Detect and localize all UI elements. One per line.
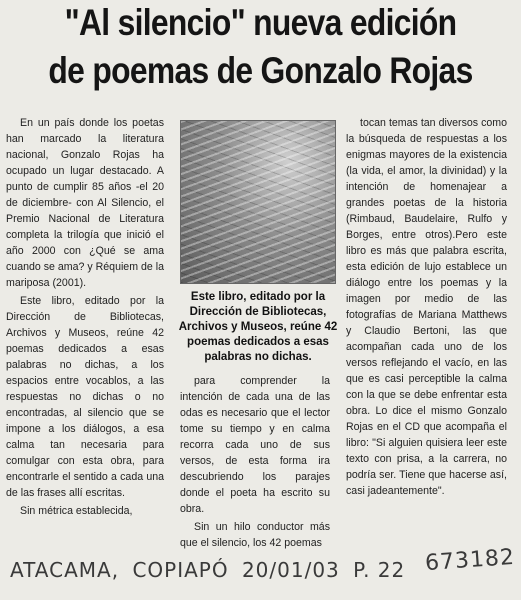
handwritten-source-note [10,558,405,582]
headline-line-2: de poemas de Gonzalo Rojas [48,50,473,91]
book-photo [180,120,336,284]
photo-caption [178,290,338,365]
caption-text: Este libro, editado por la Dirección de Bibliotecas, Archivos y Museos, reúne 42 poemas dedicados a esas palabras no dichas. [178,291,338,363]
article-column-middle [180,373,330,551]
article-column-right [346,115,507,499]
date: 20/01/03 [241,558,340,582]
paragraph: Sin métrica establecida, [20,505,133,517]
newspaper-name: ATACAMA, [10,558,120,582]
paragraph: Este libro, editado por la Dirección de Bibliotecas, Archivos y Museos, reúne 42 poemas dedicados a esas palabras no dichas, a los espacios entre vocablos, a las respuestas no dichas o no encontradas, al silencio que se impone a los diálogos, a esa calma tan necesaria para comulgar con esta obra, para encontrarle el sentido a cada una de las frases allí escritas. [6,295,164,499]
paragraph: Sin un hilo conductor más que el silencio, los 42 poemas [180,521,330,549]
paragraph: En un país donde los poetas han marcado la literatura nacional, Gonzalo Rojas ha ocupado un lugar destacado. A punto de cumplir 85 años -el 20 de diciembre- con Al Silencio, el Premio Nacional de Literatura completa la trilogía que inició el año 2000 con ¿Qué se ama cuando se ama? y Réquiem de la mariposa (2001). [6,117,164,289]
city-name: COPIAPÓ [132,558,229,582]
article-column-left [6,115,164,519]
archive-file-number: 673182 [424,544,516,577]
headline-line-1: "Al silencio" nueva edición [64,2,457,43]
paragraph: tocan temas tan diversos como la búsqueda de respuestas a los enigmas mayores de la existencia (la vida, el amor, la divinidad) y la intención de homenajear a grandes poetas de la historia (Rimbaud, Baudelaire, Rulfo y Borges, entre otros).Pero este libro es más que palabra escrita, esta edición de lujo establece un diálogo entre los poemas y la imagen por medio de las fotografías de Mariana Matthews y Claudio Bertoni, las que acompañan cada uno de los versos reflejando el vacío, en las que es casi perceptible la calma con la que se debe enfrentar esta obra. Lo dice el mismo Gonzalo Rojas en el CD que acompaña el libro: "Si alguien quisiera leer este texto con prisa, a la carrera, no podría ser. Tiene que hacerse así, casi jadeantemente". [346,117,507,497]
paragraph: para comprender la intención de cada una de las odas es necesario que el lector tome su tiempo y en calma recorra cada uno de sus versos, de esta forma ira descubriendo los parajes donde el poeta ha escrito su obra. [180,375,330,515]
page-number: P. 22 [353,558,406,582]
